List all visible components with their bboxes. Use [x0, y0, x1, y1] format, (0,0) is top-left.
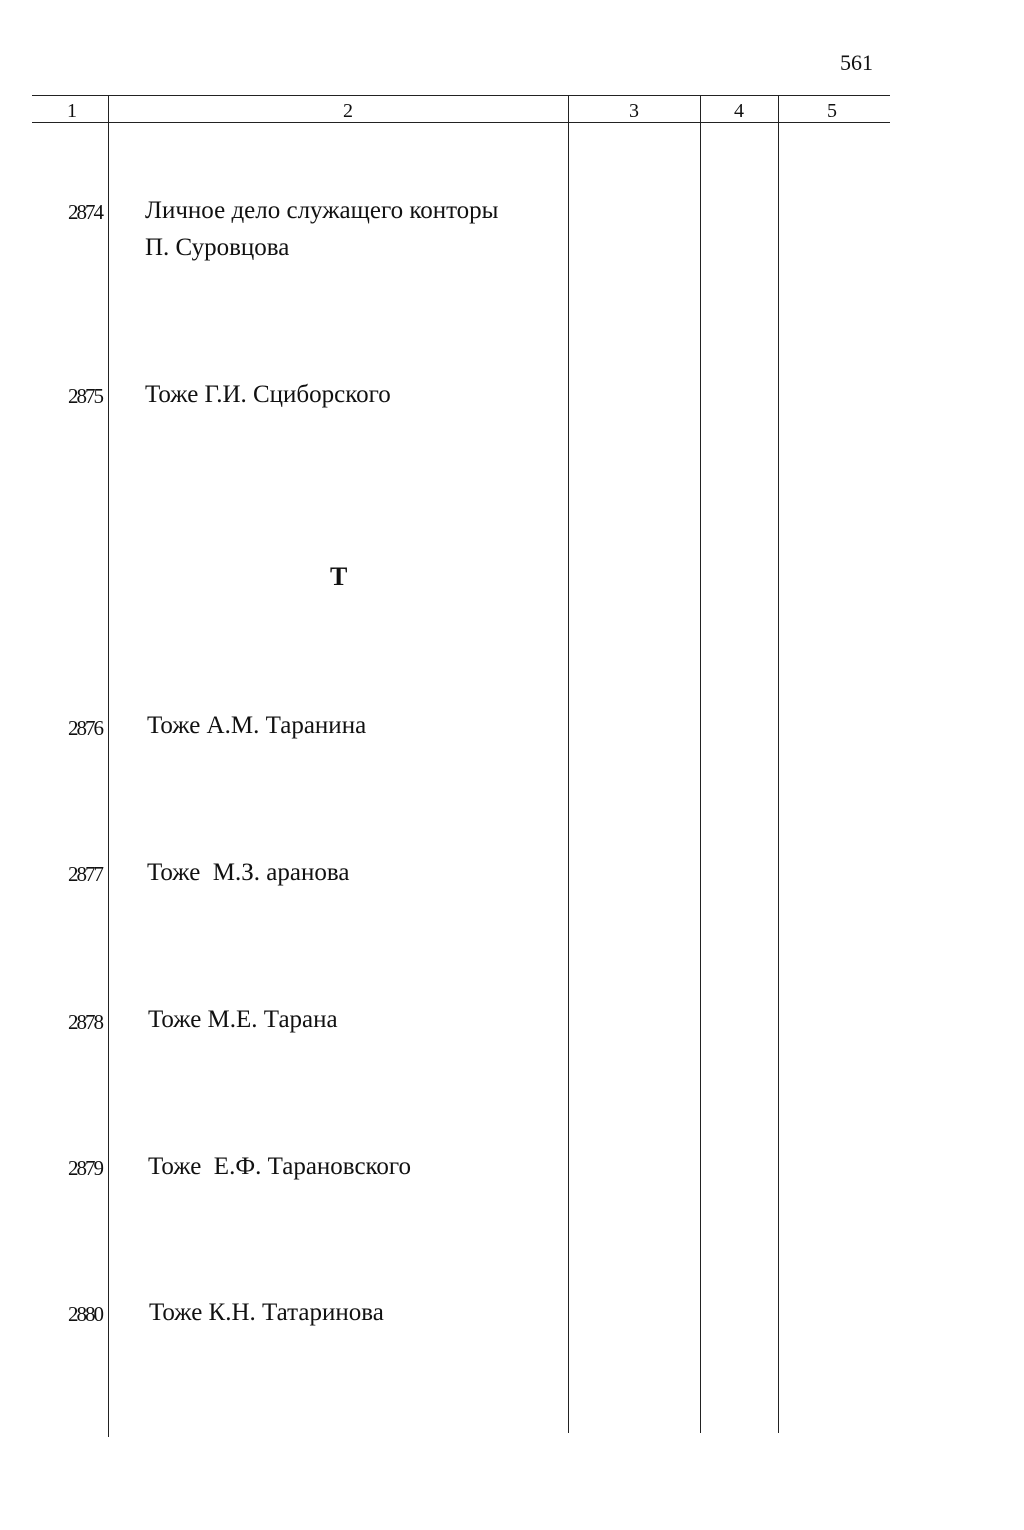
row-description: Тоже А.М. Таранина — [147, 712, 367, 739]
row-number: 2874 — [68, 200, 102, 224]
row-number: 2876 — [68, 716, 102, 740]
row-description: Тоже М.Е. Тарана — [148, 1006, 338, 1033]
section-letter-heading: Т — [330, 562, 348, 591]
column-divider-2 — [568, 95, 569, 1433]
column-divider-4 — [778, 95, 779, 1433]
row-description: Тоже Е.Ф. Тарановского — [148, 1153, 412, 1180]
row-number: 2880 — [68, 1302, 102, 1326]
column-divider-1 — [108, 95, 109, 1437]
row-description-continued: П. Суровцова — [145, 234, 290, 261]
row-number: 2875 — [68, 384, 102, 408]
column-header-2: 2 — [343, 100, 353, 122]
column-header-4: 4 — [734, 100, 744, 122]
row-description: Личное дело служащего конторы — [145, 197, 499, 224]
column-header-5: 5 — [827, 100, 837, 122]
row-number: 2877 — [68, 862, 102, 886]
table-top-rule — [32, 95, 890, 96]
row-number: 2878 — [68, 1010, 102, 1034]
column-header-3: 3 — [629, 100, 639, 122]
page-number: 561 — [840, 50, 873, 75]
row-description: Тоже М.З. аранова — [147, 859, 350, 886]
row-description: Тоже Г.И. Сциборского — [145, 381, 391, 408]
row-description: Тоже К.Н. Татаринова — [149, 1299, 384, 1326]
column-divider-3 — [700, 95, 701, 1433]
row-number: 2879 — [68, 1156, 102, 1180]
table-header-bottom-rule — [32, 122, 890, 123]
column-header-1: 1 — [67, 100, 77, 122]
